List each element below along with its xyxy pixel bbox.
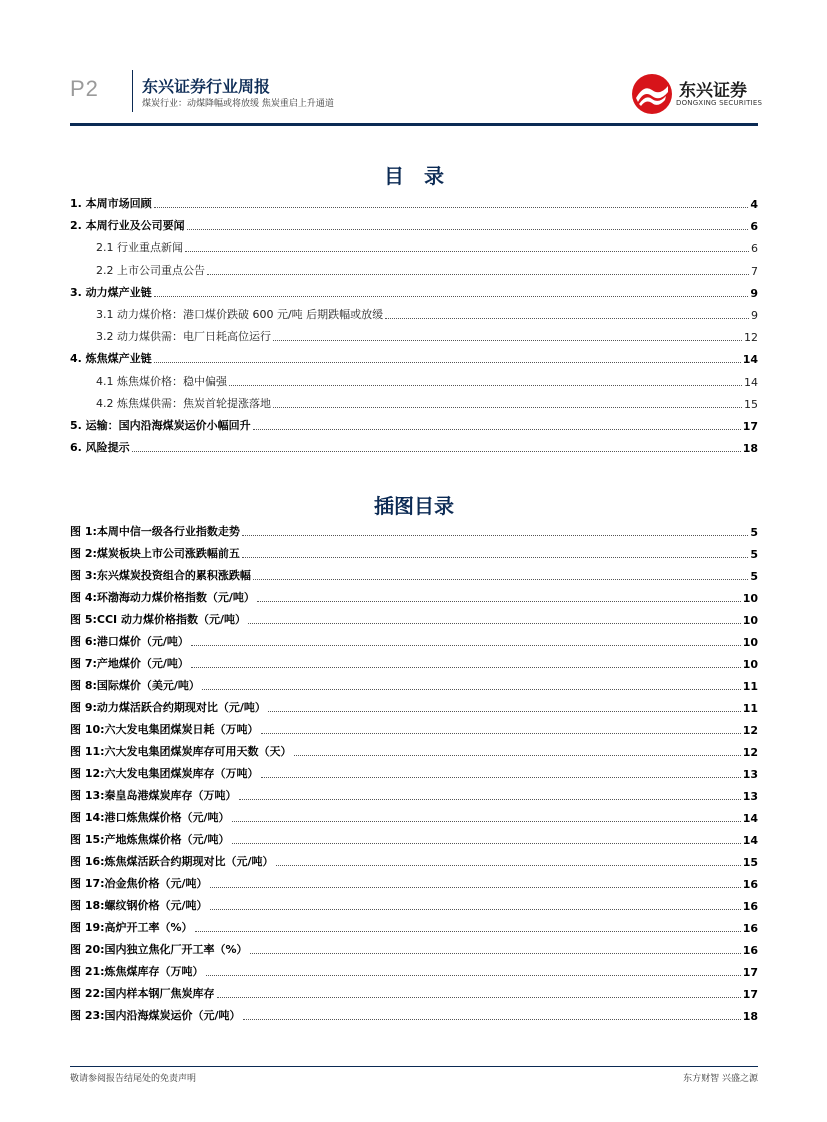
entry-page-number: 6 — [751, 242, 758, 256]
dot-leader — [232, 821, 741, 822]
figure-entry[interactable] — [70, 921, 758, 935]
figure-entry[interactable] — [70, 613, 758, 627]
figure-entry[interactable] — [70, 1009, 758, 1023]
entry-page-number: 10 — [742, 614, 758, 627]
entry-page-number: 5 — [750, 548, 758, 561]
entry-title: 图 21:炼焦煤库存（万吨） — [70, 965, 204, 978]
entry-page-number: 14 — [742, 353, 758, 367]
dot-leader — [242, 535, 748, 536]
entry-page-number: 18 — [742, 1010, 758, 1023]
entry-title: 图 22:国内样本钢厂焦炭库存 — [70, 987, 215, 1000]
entry-page-number: 13 — [742, 768, 758, 781]
entry-title: 4.1 炼焦煤价格：稳中偏强 — [96, 374, 227, 388]
header-divider — [132, 70, 133, 112]
figure-entry[interactable] — [70, 701, 758, 715]
figure-entry[interactable] — [70, 745, 758, 759]
logo-text: 东兴证券 — [679, 81, 747, 101]
dot-leader — [273, 407, 742, 408]
dot-leader — [202, 689, 741, 690]
toc-title: 目 录 — [384, 164, 444, 188]
entry-page-number: 9 — [751, 309, 758, 322]
entry-page-number: 16 — [742, 944, 758, 957]
figure-entry[interactable] — [70, 591, 758, 605]
dot-leader — [261, 733, 741, 734]
entry-title: 3.1 动力煤价格：港口煤价跌破 600 元/吨 后期跌幅或放缓 — [96, 308, 384, 321]
dot-leader — [195, 931, 741, 932]
figure-entry[interactable] — [70, 965, 758, 979]
entry-title: 图 9:动力煤活跃合约期现对比（元/吨） — [70, 701, 266, 714]
entry-title: 1. 本周市场回顾 — [70, 197, 152, 210]
entry-title: 图 15:产地炼焦煤价格（元/吨） — [70, 833, 230, 846]
entry-title: 图 5:CCI 动力煤价格指数（元/吨） — [70, 613, 246, 626]
entry-page-number: 5 — [750, 526, 758, 539]
logo-english-text: DONGXING SECURITIES — [676, 99, 763, 107]
dot-leader — [261, 777, 741, 778]
dot-leader — [185, 251, 749, 252]
entry-page-number: 6 — [750, 220, 758, 234]
figure-entry[interactable] — [70, 877, 758, 891]
entry-title: 4. 炼焦煤产业链 — [70, 352, 152, 366]
header-rule — [70, 123, 758, 126]
entry-page-number: 10 — [742, 636, 758, 649]
entry-title: 图 14:港口炼焦煤价格（元/吨） — [70, 811, 230, 824]
entry-title: 5. 运输：国内沿海煤炭运价小幅回升 — [70, 419, 251, 432]
dot-leader — [268, 711, 741, 712]
dot-leader — [257, 601, 741, 602]
entry-title: 图 11:六大发电集团煤炭库存可用天数（天） — [70, 745, 292, 758]
dot-leader — [273, 340, 742, 341]
toc-entry[interactable] — [96, 241, 758, 255]
dot-leader — [210, 909, 741, 910]
figure-entry[interactable] — [70, 855, 758, 869]
entry-page-number: 16 — [742, 878, 758, 891]
entry-page-number: 14 — [744, 375, 758, 389]
entry-title: 3. 动力煤产业链 — [70, 285, 152, 299]
entry-title: 4.2 炼焦煤供需：焦炭首轮提涨落地 — [96, 396, 271, 410]
entry-page-number: 5 — [750, 570, 758, 583]
footer-disclaimer: 敬请参阅报告结尾处的免责声明 — [70, 1074, 197, 1084]
toc-entry[interactable] — [70, 197, 758, 211]
dot-leader — [239, 799, 741, 800]
figure-entry[interactable] — [70, 679, 758, 693]
toc-entry[interactable] — [70, 441, 758, 455]
figure-entry[interactable] — [70, 525, 758, 539]
entry-title: 图 18:螺纹钢价格（元/吨） — [70, 899, 208, 912]
entry-page-number: 15 — [744, 397, 758, 411]
dot-leader — [191, 645, 741, 646]
entry-title: 图 4:环渤海动力煤价格指数（元/吨） — [70, 591, 255, 604]
entry-page-number: 14 — [742, 812, 758, 825]
dot-leader — [276, 865, 741, 866]
entry-page-number: 9 — [750, 286, 758, 300]
figure-entry[interactable] — [70, 723, 758, 737]
entry-page-number: 12 — [744, 331, 758, 345]
page-number: P2 — [70, 76, 99, 101]
entry-title: 图 16:炼焦煤活跃合约期现对比（元/吨） — [70, 855, 274, 868]
entry-title: 2.1 行业重点新闻 — [96, 241, 183, 255]
figure-list-title: 插图目录 — [374, 494, 454, 518]
dot-leader — [206, 975, 741, 976]
entry-page-number: 7 — [751, 264, 758, 278]
dot-leader — [242, 557, 748, 558]
entry-page-number: 11 — [742, 702, 758, 715]
entry-page-number: 10 — [742, 658, 758, 671]
figure-entry[interactable] — [70, 811, 758, 825]
toc-entry[interactable] — [70, 286, 758, 300]
entry-title: 图 6:港口煤价（元/吨） — [70, 635, 189, 648]
entry-page-number: 14 — [742, 834, 758, 847]
dot-leader — [294, 755, 741, 756]
dot-leader — [250, 953, 741, 954]
entry-title: 2.2 上市公司重点公告 — [96, 263, 205, 277]
toc-entry[interactable] — [96, 330, 758, 344]
report-subtitle: 煤炭行业：动煤降幅或将放缓 焦炭重启上升通道 — [142, 99, 334, 109]
figure-entry[interactable] — [70, 635, 758, 649]
entry-title: 图 3:东兴煤炭投资组合的累积涨跌幅 — [70, 569, 251, 582]
toc-entry[interactable] — [70, 419, 758, 433]
entry-page-number: 12 — [742, 724, 758, 737]
entry-title: 3.2 动力煤供需：电厂日耗高位运行 — [96, 330, 271, 344]
entry-page-number: 17 — [742, 420, 758, 433]
entry-page-number: 16 — [742, 922, 758, 935]
entry-title: 图 12:六大发电集团煤炭库存（万吨） — [70, 767, 259, 780]
footer-rule — [70, 1066, 758, 1067]
entry-title: 图 20:国内独立焦化厂开工率（%） — [70, 943, 248, 956]
dot-leader — [217, 997, 741, 998]
dot-leader — [154, 207, 749, 208]
entry-page-number: 12 — [742, 746, 758, 759]
figure-entry[interactable] — [70, 657, 758, 671]
entry-page-number: 17 — [742, 966, 758, 979]
dot-leader — [243, 1019, 741, 1020]
figure-entry[interactable] — [70, 899, 758, 913]
dot-leader — [210, 887, 741, 888]
toc-entry[interactable] — [70, 352, 758, 366]
dot-leader — [253, 429, 741, 430]
entry-title: 图 7:产地煤价（元/吨） — [70, 657, 189, 670]
entry-page-number: 16 — [742, 900, 758, 913]
toc-entry[interactable] — [96, 264, 758, 278]
dot-leader — [232, 843, 741, 844]
report-series-title: 东兴证券行业周报 — [142, 77, 271, 96]
entry-page-number: 18 — [742, 442, 758, 456]
entry-page-number: 11 — [742, 680, 758, 693]
dot-leader — [253, 579, 748, 580]
dot-leader — [132, 451, 741, 452]
figure-entry[interactable] — [70, 943, 758, 957]
entry-title: 图 8:国际煤价（美元/吨） — [70, 679, 200, 692]
toc-entry[interactable] — [96, 375, 758, 389]
entry-title: 图 19:高炉开工率（%） — [70, 921, 193, 934]
figure-entry[interactable] — [70, 833, 758, 847]
toc-entry[interactable] — [70, 219, 758, 233]
entry-title: 图 10:六大发电集团煤炭日耗（万吨） — [70, 723, 259, 736]
dot-leader — [187, 229, 749, 230]
footer-slogan: 东方财智 兴盛之源 — [683, 1074, 758, 1084]
entry-title: 6. 风险提示 — [70, 441, 130, 455]
dot-leader — [207, 274, 749, 275]
entry-page-number: 17 — [742, 988, 758, 1001]
figure-entry[interactable] — [70, 569, 758, 583]
entry-page-number: 4 — [750, 198, 758, 211]
figure-entry[interactable] — [70, 789, 758, 803]
dot-leader — [229, 385, 742, 386]
entry-title: 图 1:本周中信一级各行业指数走势 — [70, 525, 240, 538]
entry-title: 图 13:秦皇岛港煤炭库存（万吨） — [70, 789, 237, 802]
dot-leader — [385, 318, 749, 319]
toc-entry[interactable] — [96, 397, 758, 411]
figure-entry[interactable] — [70, 987, 758, 1001]
entry-page-number: 10 — [742, 592, 758, 605]
figure-entry[interactable] — [70, 547, 758, 561]
dot-leader — [154, 362, 741, 363]
dot-leader — [154, 296, 749, 297]
entry-page-number: 13 — [742, 790, 758, 803]
entry-title: 图 17:冶金焦价格（元/吨） — [70, 877, 208, 890]
dot-leader — [191, 667, 741, 668]
entry-title: 图 2:煤炭板块上市公司涨跌幅前五 — [70, 547, 240, 560]
entry-title: 图 23:国内沿海煤炭运价（元/吨） — [70, 1009, 241, 1022]
entry-page-number: 15 — [742, 856, 758, 869]
entry-title: 2. 本周行业及公司要闻 — [70, 219, 185, 233]
toc-entry[interactable] — [96, 308, 758, 322]
figure-entry[interactable] — [70, 767, 758, 781]
dot-leader — [248, 623, 741, 624]
